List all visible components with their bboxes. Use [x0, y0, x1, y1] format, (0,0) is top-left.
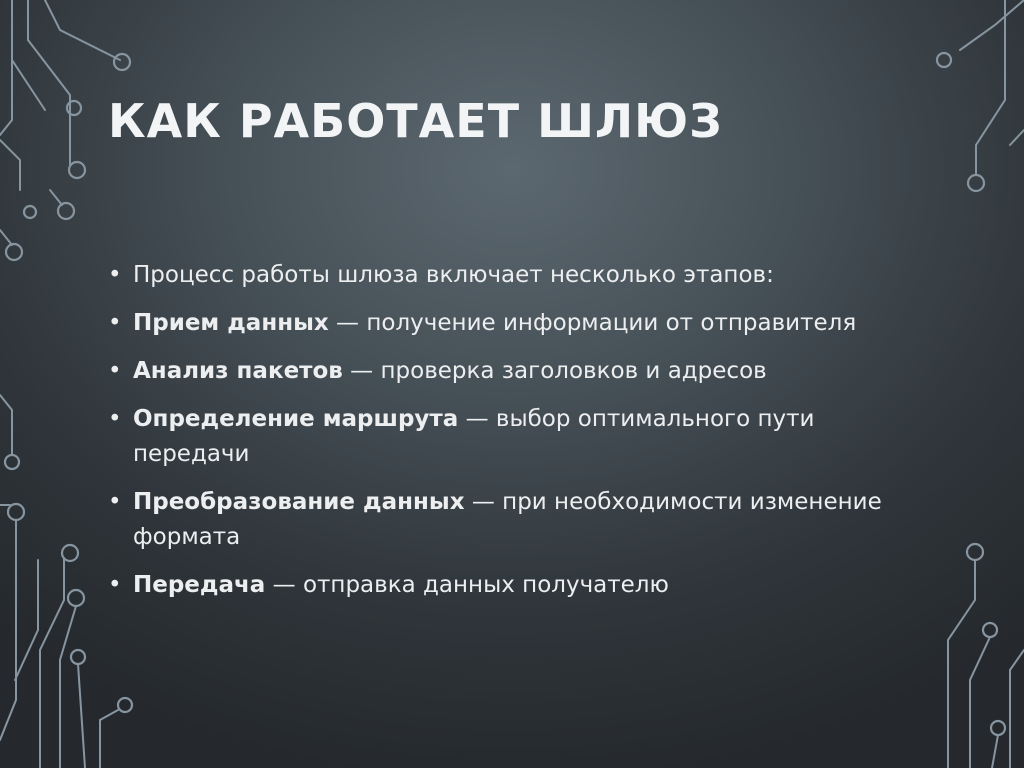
bullet-term: Определение маршрута	[133, 406, 459, 432]
bullet-text: — проверка заголовков и адресов	[342, 358, 767, 384]
bullet-text: — при необходимости изменение формата	[133, 489, 882, 550]
bullet-item	[108, 258, 908, 293]
bullet-term: Прием данных	[133, 310, 329, 336]
bullet-text: — получение информации от отправителя	[328, 310, 857, 336]
bullet-text: Процесс работы шлюза включает несколько этапов:	[133, 262, 774, 288]
bullet-item	[108, 306, 908, 341]
bullet-item	[108, 354, 908, 389]
bullet-term: Передача	[133, 572, 266, 598]
bullet-text: — отправка данных получателю	[265, 572, 669, 598]
bullet-item	[108, 485, 908, 555]
bullet-item	[108, 568, 908, 603]
bullet-term: Анализ пакетов	[133, 358, 343, 384]
bullet-term: Преобразование данных	[133, 489, 465, 515]
slide-title: КАК РАБОТАЕТ ШЛЮЗ	[108, 94, 723, 148]
bullet-list	[108, 258, 908, 616]
bullet-text: — выбор оптимального пути передачи	[133, 406, 815, 467]
bullet-item	[108, 402, 908, 472]
